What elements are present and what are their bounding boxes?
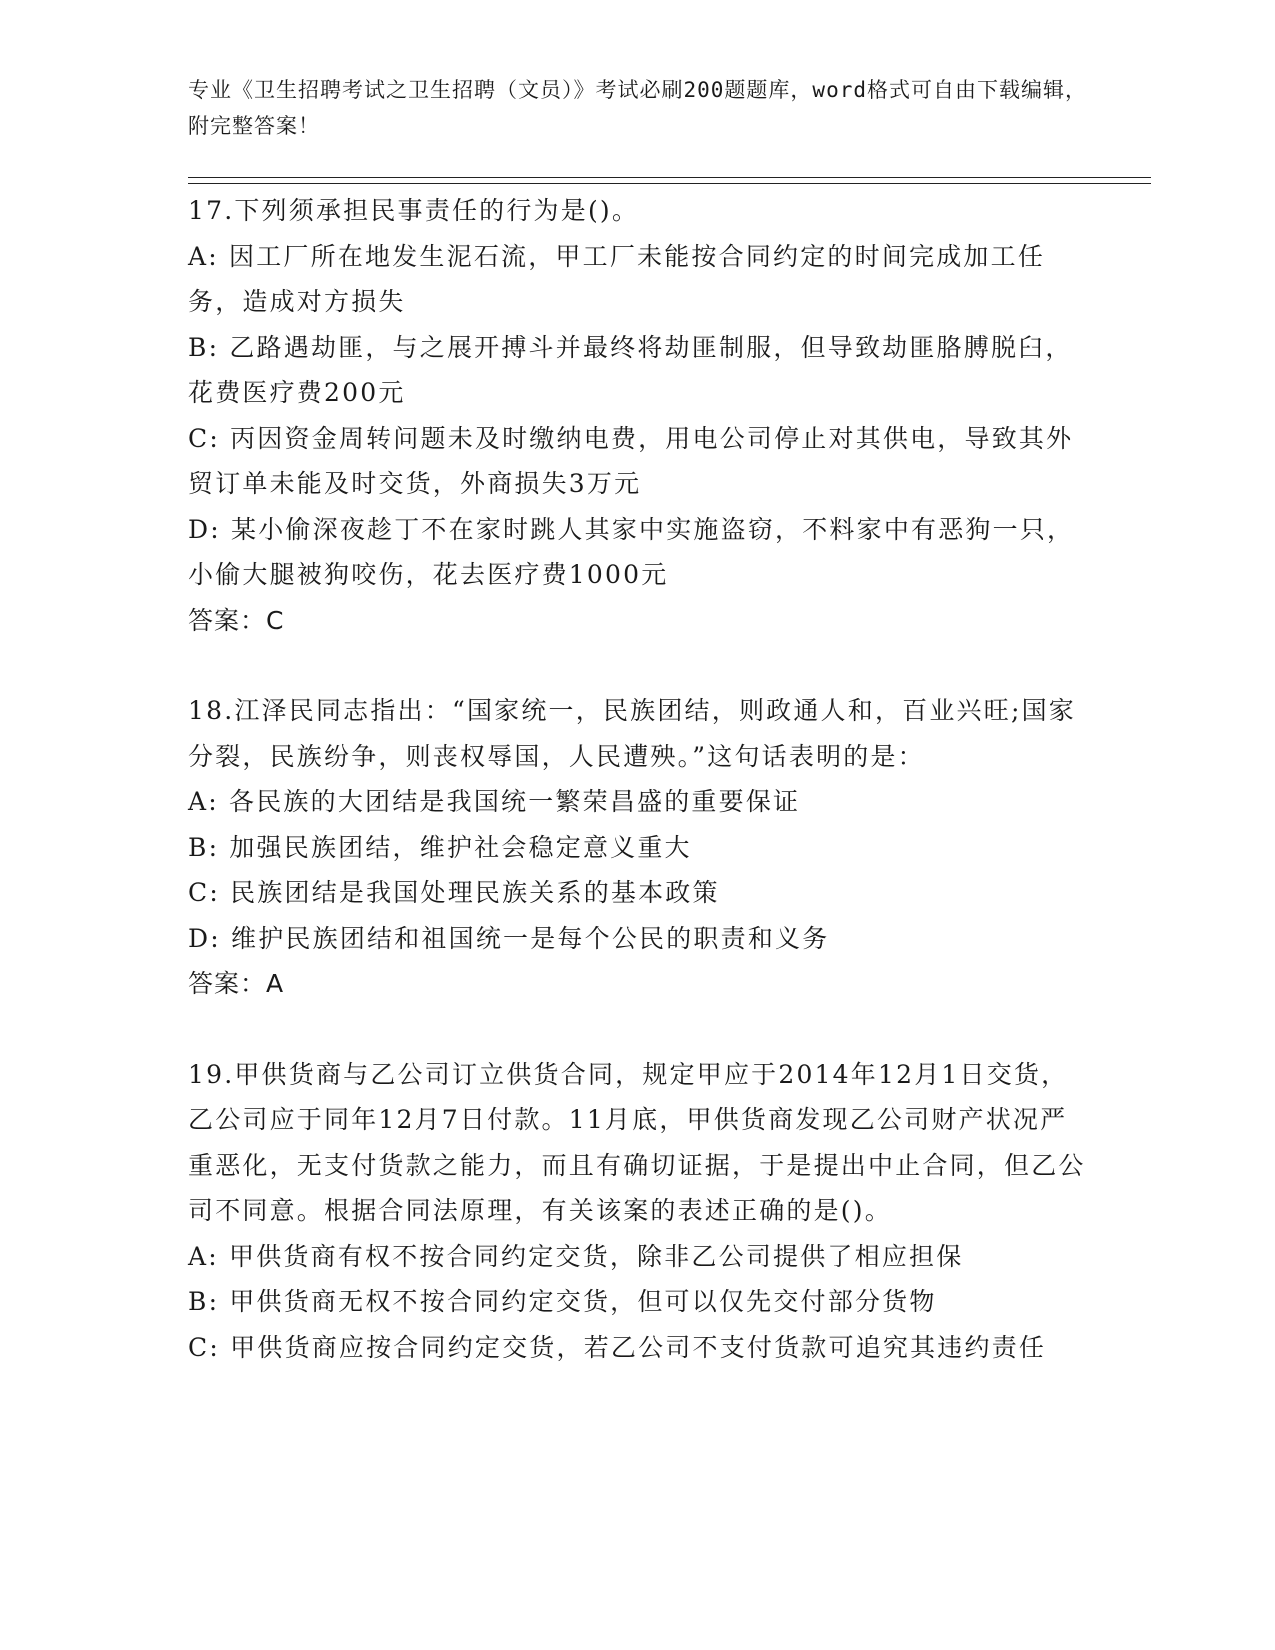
- question-18: [188, 688, 1088, 1007]
- option-c: C: 甲供货商应按合同约定交货，若乙公司不支付货款可追究其违约责任: [188, 1332, 1047, 1362]
- header-rule-top: [188, 177, 1151, 178]
- option-b: B: 乙路遇劫匪，与之展开搏斗并最终将劫匪制服，但导致劫匪胳膊脱臼，花费医疗费200元: [188, 332, 1073, 407]
- option-c: C: 丙因资金周转问题未及时缴纳电费，用电公司停止对其供电，导致其外贸订单未能及时交货，外商损失3万元: [188, 423, 1074, 498]
- question-stem: 18.江泽民同志指出：“国家统一，民族团结，则政通人和，百业兴旺;国家分裂，民族纷争，则丧权辱国，人民遭殃。”这句话表明的是：: [188, 696, 1076, 771]
- option-a: A: 各民族的大团结是我国统一繁荣昌盛的重要保证: [188, 787, 801, 816]
- question-list: [188, 188, 1088, 1370]
- document-header: 专业《卫生招聘考试之卫生招聘（文员）》考试必刷200题题库，word格式可自由下载编辑，附完整答案！: [188, 78, 1087, 138]
- option-a: A: 因工厂所在地发生泥石流，甲工厂未能按合同约定的时间完成加工任务，造成对方损失: [188, 241, 1046, 316]
- option-c: C: 民族团结是我国处理民族关系的基本政策: [188, 878, 720, 907]
- question-stem: 19.甲供货商与乙公司订立供货合同，规定甲应于2014年12月1日交货，乙公司应于同年12月7日付款。11月底，甲供货商发现乙公司财产状况严重恶化，无支付货款之能力，而且有确切证据，于是提出中止合同，但乙公司不同意。根据合同法原理，有关该案的表述正确的是()。: [188, 1059, 1086, 1225]
- option-b: B: 加强民族团结，维护社会稳定意义重大: [188, 832, 692, 862]
- option-d: D: 维护民族团结和祖国统一是每个公民的职责和义务: [188, 923, 830, 953]
- option-d: D: 某小偷深夜趁丁不在家时跳人其家中实施盗窃，不料家中有恶狗一只，小偷大腿被狗咬伤，花去医疗费1000元: [188, 514, 1075, 589]
- option-a: A: 甲供货商有权不按合同约定交货，除非乙公司提供了相应担保: [188, 1241, 964, 1271]
- answer-label: 答案：A: [188, 969, 285, 998]
- question-17: [188, 188, 1088, 643]
- question-stem: 17.下列须承担民事责任的行为是()。: [188, 196, 640, 225]
- header-rule-bottom: [188, 183, 1151, 184]
- question-19: [188, 1052, 1088, 1371]
- answer-label: 答案：C: [188, 605, 285, 635]
- option-b: B: 甲供货商无权不按合同约定交货，但可以仅先交付部分货物: [188, 1287, 937, 1316]
